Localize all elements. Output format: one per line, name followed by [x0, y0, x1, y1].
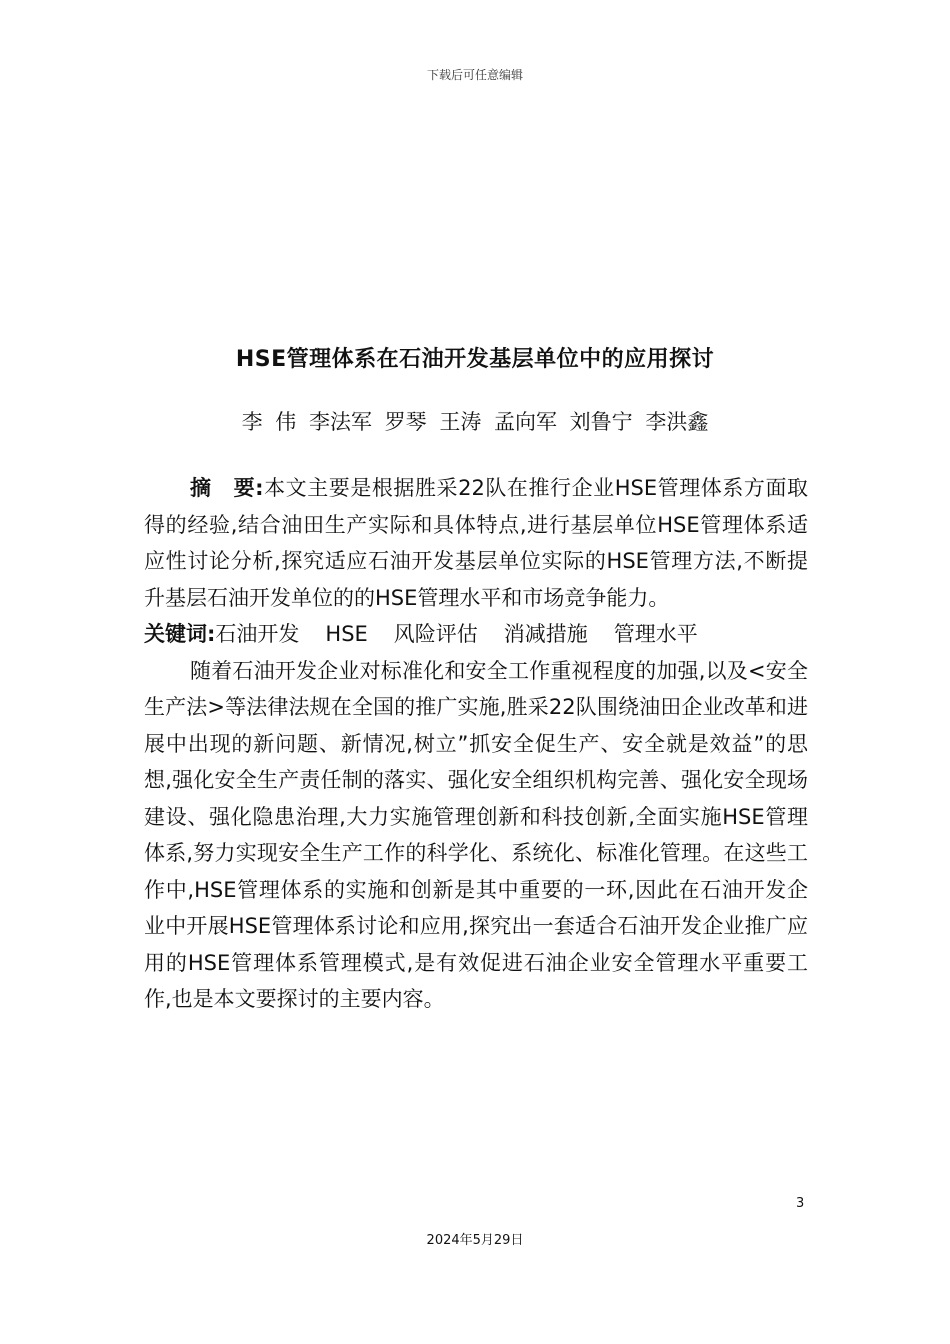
document-title: HSE管理体系在石油开发基层单位中的应用探讨 — [235, 347, 715, 372]
keyword-item: 消减措施 — [503, 622, 588, 646]
document-body — [144, 470, 808, 1018]
keyword-item: HSE — [325, 622, 368, 646]
abstract-paragraph — [144, 470, 808, 616]
footer-date: 2024年5月29日 — [426, 1233, 524, 1248]
keywords-line — [144, 616, 808, 653]
abstract-text: 本文主要是根据胜采22队在推行企业HSE管理体系方面取得的经验,结合油田生产实际和具体特点,进行基层单位HSE管理体系适应性讨论分析,探究适应石油开发基层单位实际的HSE管理方法,不断提升基层石油开发单位的的HSE管理水平和市场竞争能力。 — [144, 476, 809, 610]
keyword-item: 石油开发 — [215, 622, 300, 646]
body-paragraph: 随着石油开发企业对标准化和安全工作重视程度的加强,以及<安全生产法>等法律法规在全国的推广实施,胜采22队围绕油田企业改革和进展中出现的新问题、新情况,树立”抓安全促生产、安全就是效益”的思想,强化安全生产责任制的落实、强化安全组织机构完善、强化安全现场建设、强化隐患治理,大力实施管理创新和科技创新,全面实施HSE管理体系,努力实现安全生产工作的科学化、系统化、标准化管理。在这些工作中,HSE管理体系的实施和创新是其中重要的一环,因此在石油开发企业中开展HSE管理体系讨论和应用,探究出一套适合石油开发企业推广应用的HSE管理体系管理模式,是有效促进石油企业安全管理水平重要工作,也是本文要探讨的主要内容。 — [144, 658, 808, 1011]
abstract-label-first: 摘 — [190, 476, 234, 500]
header-note: 下载后可任意编辑 — [426, 68, 523, 82]
keyword-item: 管理水平 — [613, 622, 698, 646]
page-number: 3 — [796, 1196, 805, 1211]
abstract-colon: : — [255, 476, 264, 500]
abstract-label-second: 要 — [233, 476, 256, 500]
keywords-label: 关键词: — [144, 622, 216, 646]
keyword-item: 风险评估 — [393, 622, 478, 646]
author-list: 李 伟 李法军 罗琴 王涛 孟向军 刘鲁宁 李洪鑫 — [241, 410, 709, 434]
